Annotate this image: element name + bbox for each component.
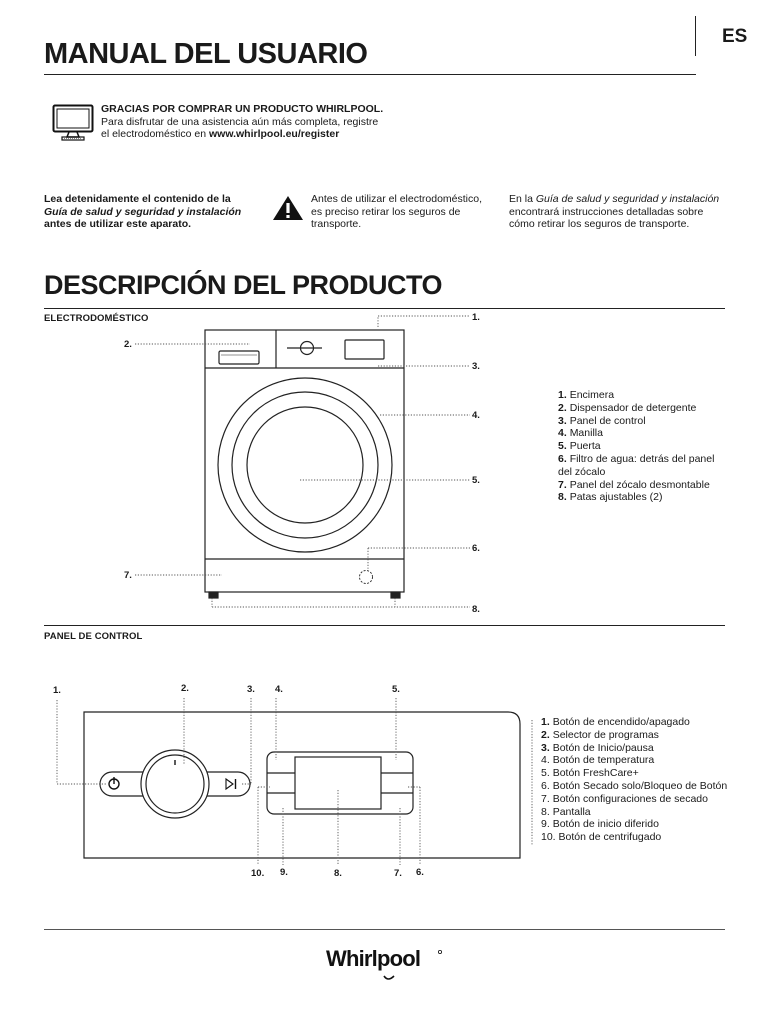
control-legend-item: [541, 793, 727, 806]
control-legend-item: [541, 729, 727, 742]
control-panel-label: PANEL DE CONTROL: [44, 631, 143, 642]
appliance-legend-item-number: 6.: [558, 452, 567, 465]
control-legend-item-number: 10.: [541, 831, 556, 844]
panel-callout-3: 3.: [247, 684, 255, 695]
appliance-legend-item-number: 1.: [558, 389, 567, 401]
control-legend-item: [541, 806, 727, 819]
control-legend-item-text: Pantalla: [552, 805, 591, 818]
appliance-callout-2: 2.: [124, 339, 132, 350]
appliance-legend-item-text: Filtro de agua: detrás del panel: [569, 452, 715, 465]
appliance-legend-item-number: 8.: [558, 491, 567, 504]
control-legend-item-number: 7.: [541, 792, 550, 805]
appliance-legend-item-text: Panel de control: [569, 414, 646, 427]
appliance-callout-4: 4.: [472, 410, 480, 421]
control-legend-item: [541, 831, 727, 844]
register-line3: el electrodoméstico en www.whirlpool.eu/register: [101, 128, 340, 140]
appliance-legend-item-text: Dispensador de detergente: [569, 401, 697, 414]
control-legend-item-text: Botón de encendido/apagado: [552, 716, 690, 728]
control-legend-item-text: Botón Secado solo/Bloqueo de Botón: [552, 779, 728, 792]
panel-callout-8: 8.: [334, 868, 342, 879]
control-legend-item-text: Selector de programas: [552, 728, 659, 741]
panel-callout-9: 9.: [280, 867, 288, 878]
whirlpool-logo: Whirlpool: [326, 946, 446, 982]
appliance-legend-item-text: Manilla: [569, 427, 603, 440]
register-line2: Para disfrutar de una asistencia aún más completa, registre: [101, 115, 379, 128]
panel-callout-4: 4.: [275, 684, 283, 695]
control-legend-item-text: Botón configuraciones de secado: [552, 792, 708, 805]
appliance-label: ELECTRODOMÉSTICO: [44, 313, 149, 324]
control-legend-item: [541, 716, 727, 729]
appliance-legend-item-number: 5.: [558, 440, 567, 453]
control-legend: [541, 716, 727, 844]
appliance-legend-item-text: Panel del zócalo desmontable: [569, 478, 710, 491]
appliance-legend-item-number: 2.: [558, 401, 567, 414]
panel-callout-2: 2.: [181, 683, 189, 694]
panel-callout-7: 7.: [394, 868, 402, 879]
footer-rule: [44, 929, 725, 930]
panel-callout-5: 5.: [392, 684, 400, 695]
page-title: MANUAL DEL USUARIO: [44, 38, 368, 70]
control-legend-item-text: Botón de inicio diferido: [552, 818, 659, 831]
appliance-legend-item-text: Encimera: [569, 389, 615, 401]
control-legend-item-number: 4.: [541, 754, 550, 767]
control-legend-item-text: Botón FreshCare+: [552, 767, 639, 780]
appliance-callout-3: 3.: [472, 361, 480, 372]
appliance-legend-item-text: Puerta: [569, 440, 601, 453]
control-legend-item-number: 9.: [541, 818, 550, 831]
appliance-legend-item-number: 3.: [558, 414, 567, 427]
appliance-callout-6: 6.: [472, 543, 480, 554]
control-legend-item: [541, 767, 727, 780]
control-legend-item-text: Botón de temperatura: [552, 754, 655, 767]
appliance-legend-item-number: 7.: [558, 478, 567, 491]
appliance-callout-7: 7.: [124, 570, 132, 581]
appliance-callout-5: 5.: [472, 475, 480, 486]
control-legend-item-text: Botón de centrifugado: [558, 831, 662, 844]
control-legend-item-number: 2.: [541, 728, 550, 741]
control-legend-item-number: 3.: [541, 741, 550, 754]
control-legend-item: [541, 754, 727, 767]
control-legend-item-number: 5.: [541, 767, 550, 780]
control-legend-item: [541, 818, 727, 831]
control-legend-item-number: 6.: [541, 779, 550, 792]
appliance-legend-item-text: Patas ajustables (2): [569, 491, 663, 504]
language-code: ES: [722, 26, 748, 47]
register-link[interactable]: www.whirlpool.eu/register: [208, 128, 340, 140]
section-title-product: DESCRIPCIÓN DEL PRODUCTO: [44, 270, 443, 300]
control-legend-item-number: 8.: [541, 805, 550, 818]
control-legend-item: [541, 742, 727, 755]
info-col-3: En la Guía de salud y seguridad y instalación encontrará instrucciones detalladas sobre cómo retirar los seguros de transporte.: [509, 193, 720, 230]
appliance-legend-item-text: del zócalo: [558, 465, 606, 478]
register-heading: GRACIAS POR COMPRAR UN PRODUCTO WHIRLPOOL.: [101, 103, 384, 115]
panel-callout-6: 6.: [416, 867, 424, 878]
info-col-2: Antes de utilizar el electrodoméstico, es preciso retirar los seguros de transporte.: [311, 193, 482, 230]
appliance-callout-1: 1.: [472, 312, 480, 323]
info-col-1: Lea detenidamente el contenido de la Guía de salud y seguridad y instalación antes de utilizar este aparato.: [44, 193, 242, 230]
control-legend-item: [541, 780, 727, 793]
control-legend-item-number: 1.: [541, 716, 550, 728]
appliance-legend-item-number: 4.: [558, 427, 567, 440]
control-legend-item-text: Botón de Inicio/pausa: [552, 741, 654, 754]
panel-callout-1: 1.: [53, 685, 61, 696]
appliance-callout-8: 8.: [472, 604, 480, 615]
panel-callout-10: 10.: [251, 868, 265, 879]
